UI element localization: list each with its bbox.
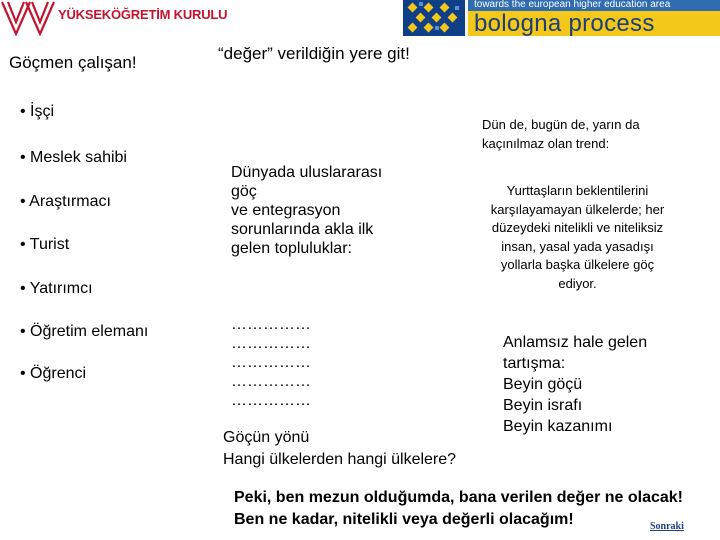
world-line: gelen topluluklar: [231,240,352,257]
citizens-line: düzeydeki nitelikli ve niteliksiz [491,220,664,235]
citizens-line: ediyor. [558,275,597,291]
heading-migrant-worker: Göçmen çalışan! [9,53,137,72]
meaning-line: Beyin kazanımı [503,418,613,435]
bullet-researcher: • Araştırmacı [20,193,111,210]
brain-drain-list [503,332,647,437]
trend-line: kaçınılmaz olan trend: [482,135,610,151]
bullet-professional: • Meslek sahibi [20,149,127,166]
institution-name: YÜKSEKÖĞRETİM KURULU [58,7,228,22]
bullet-worker: • İşçi [20,103,55,120]
meaning-line: tartışma: [503,355,566,372]
direction-line: Hangi ülkelerden hangi ülkelere? [223,451,457,468]
citizens-expectations-text [455,182,700,293]
world-migration-text [231,163,431,258]
meaning-line: Beyin göçü [503,376,583,393]
trend-line: Dün de, bugün de, yarın da [482,117,640,132]
citizens-line: karşılayamayan ülkelerde; her [490,201,665,217]
bullet-investor: • Yatırımcı [20,280,93,297]
meaning-line: Anlamsız hale gelen [503,334,648,351]
world-line: Dünyada uluslararası [231,164,383,181]
trend-text [482,116,697,153]
yok-emblem-icon [0,0,58,36]
bullet-student: • Öğrenci [20,365,87,382]
citizens-line: Yurttaşların beklentilerini [506,183,649,198]
footer-line: Ben ne kadar, nitelikli veya değerli olacağım! [234,511,574,528]
bullet-tourist: • Turist [20,236,70,253]
dotted-line: …………… [231,335,311,352]
dotted-line: …………… [231,392,311,409]
heading-go-where-valued: “değer” verildiğin yere git! [218,44,410,63]
bologna-tagline: towards the european higher education area [474,0,671,10]
dotted-line: …………… [231,354,311,371]
world-line: göç [231,183,257,200]
citizens-line: insan, yasal yada yasadışı [501,238,654,254]
direction-line: Göçün yönü [223,429,310,446]
world-line: sorunlarında akla ilk [231,221,374,238]
footer-line: Peki, ben mezun olduğumda, bana verilen değer ne olacak! [234,489,684,506]
meaning-line: Beyin israfı [503,397,583,414]
citizens-line: yollarla başka ülkelere göç [500,257,655,272]
dotted-lines [231,315,311,410]
dotted-line: …………… [231,316,311,333]
next-slide-link[interactable]: Sonraki [650,521,684,532]
bologna-title: bologna process [474,10,655,37]
dotted-line: …………… [231,373,311,390]
bullet-faculty-member: • Öğretim elemanı [20,323,149,340]
migration-direction-text [223,427,456,471]
world-line: ve entegrasyon [231,202,341,219]
footer-question [234,487,683,531]
stars-icon [403,0,465,36]
